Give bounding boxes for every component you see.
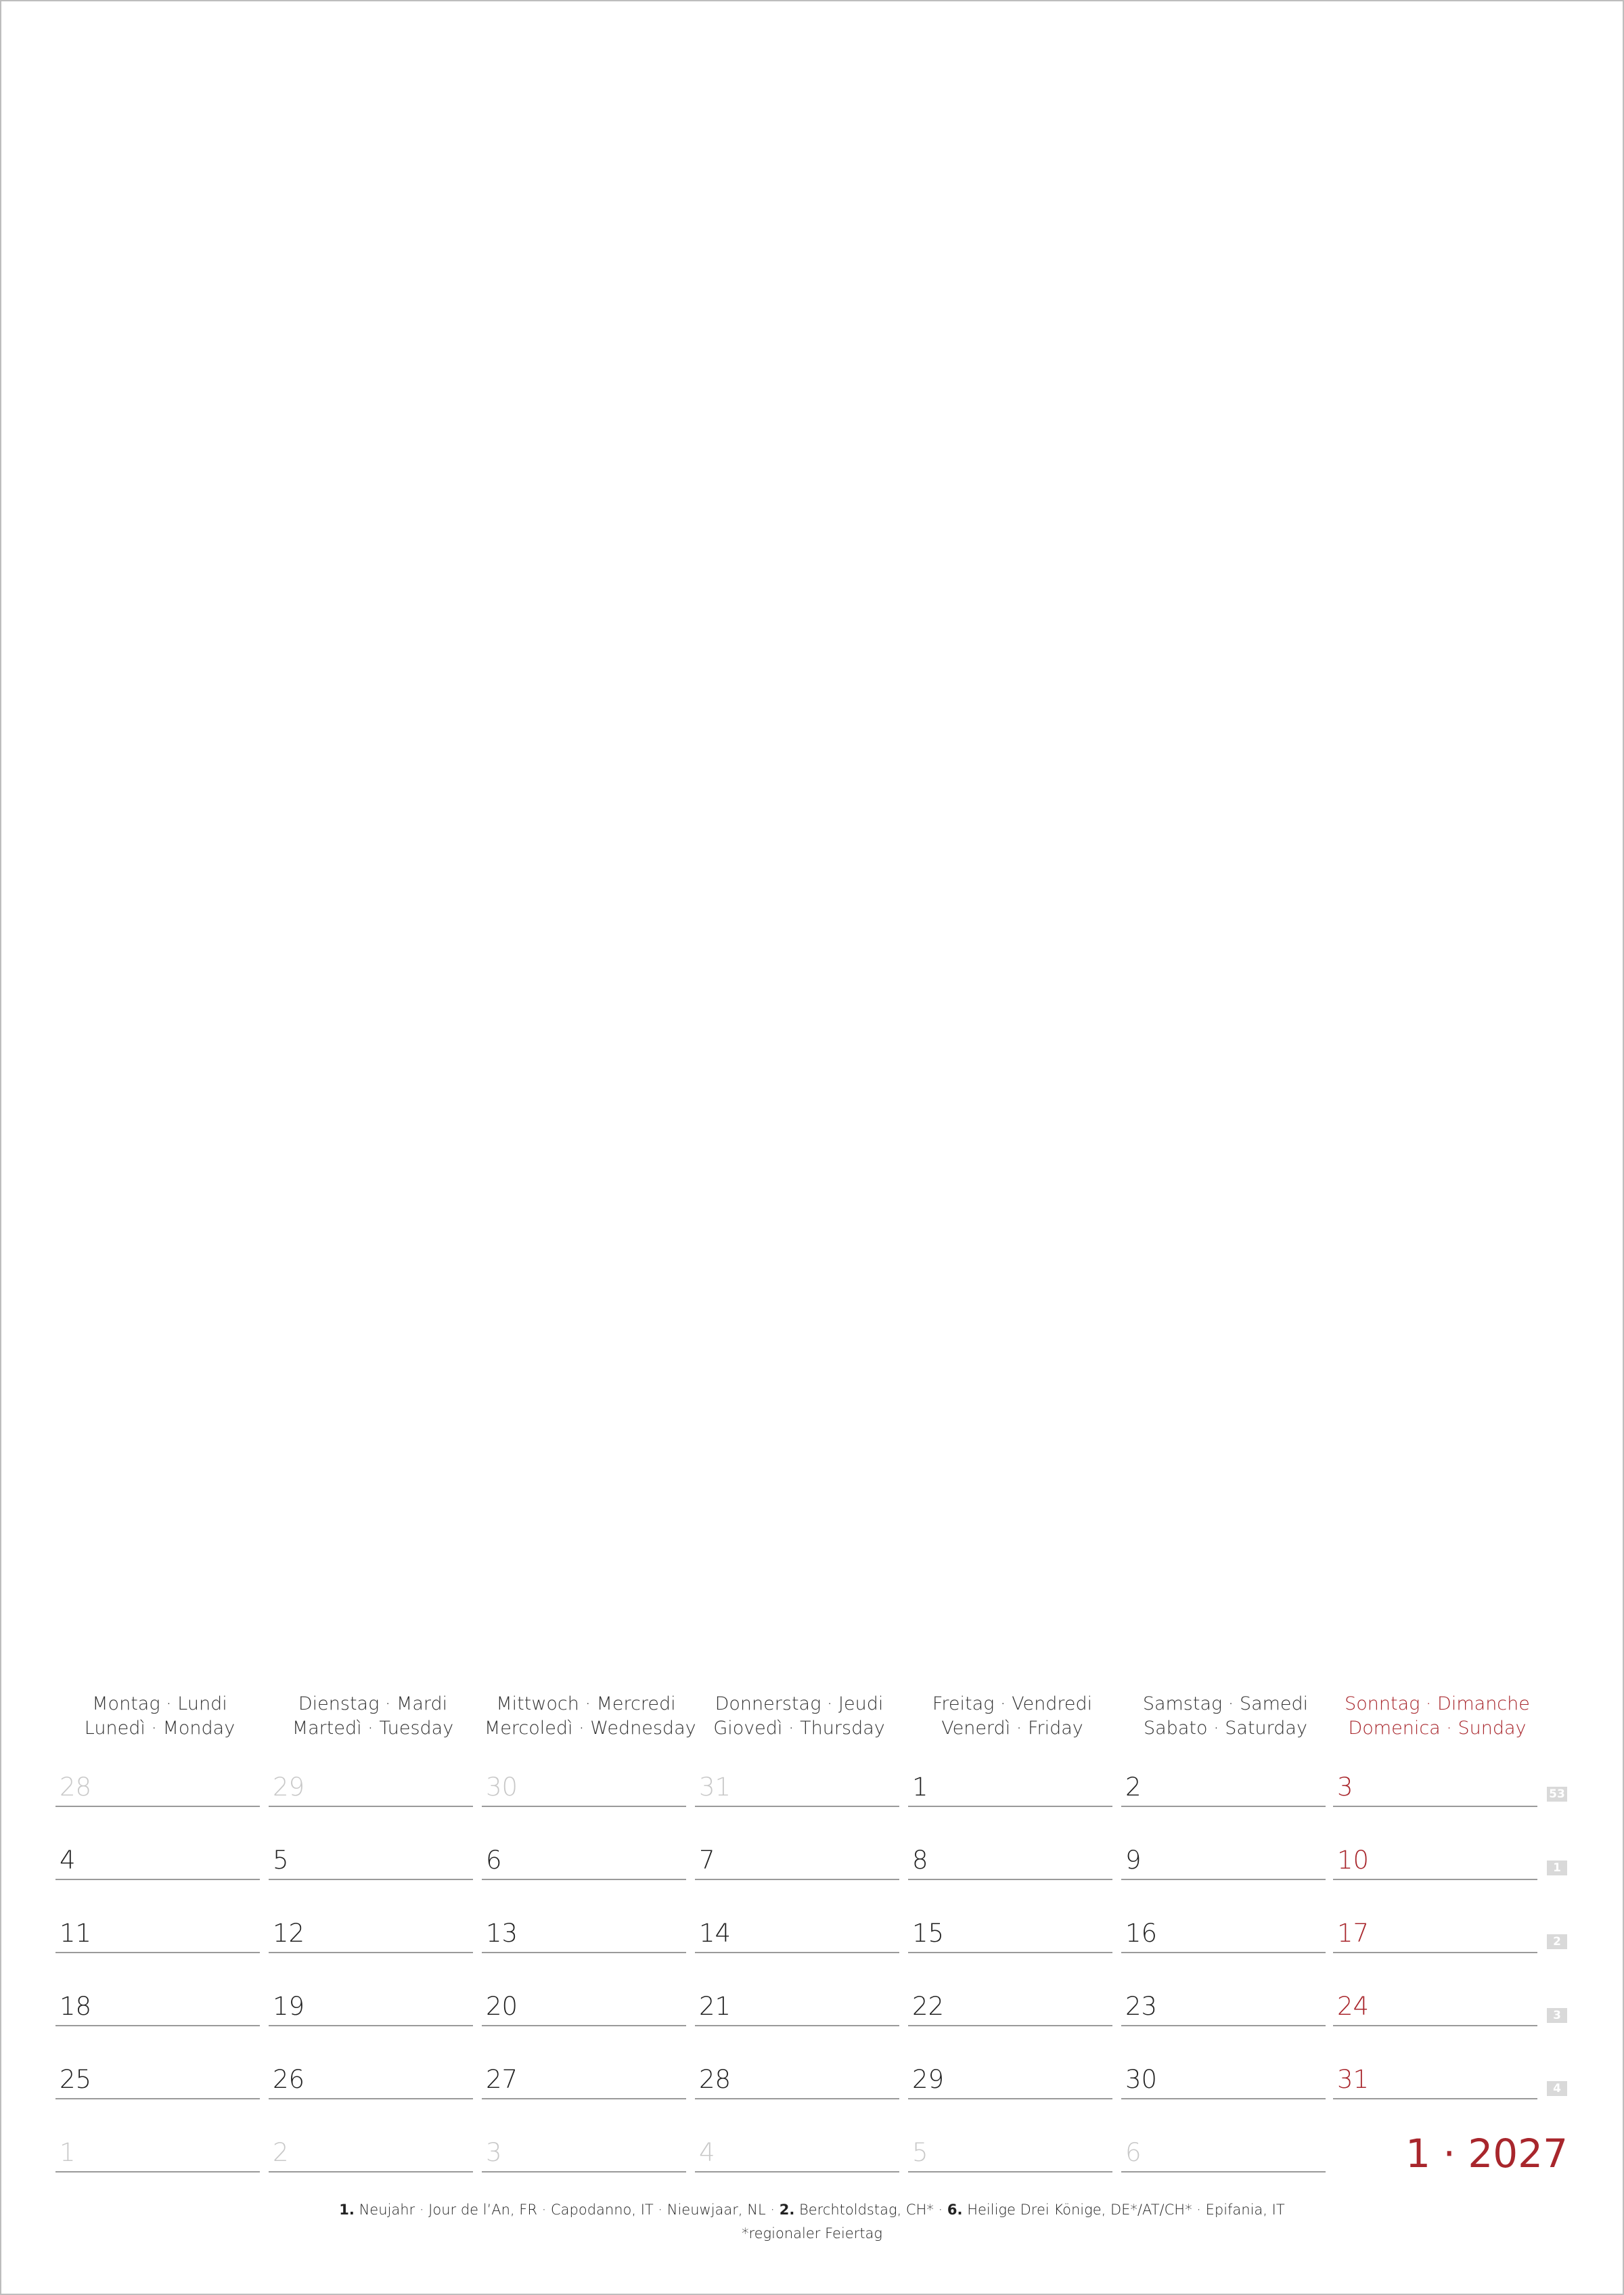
day-cell xyxy=(695,1984,899,2026)
weekday-header-line1: Donnerstag · Jeudi xyxy=(715,1693,884,1714)
day-cell xyxy=(695,1765,899,1807)
weekday-header xyxy=(271,1692,474,1741)
month-label: 1 · 2027 xyxy=(1405,2131,1568,2177)
week-number-badge: 4 xyxy=(1547,2081,1567,2096)
day-number: 12 xyxy=(273,1919,305,1948)
holiday-date-2: 2. xyxy=(779,2202,795,2218)
weekday-header-line1: Dienstag · Mardi xyxy=(298,1693,448,1714)
weekday-header xyxy=(1124,1692,1327,1741)
day-number: 29 xyxy=(912,2065,945,2094)
day-cell xyxy=(1333,1838,1537,1880)
weekday-header xyxy=(58,1692,261,1741)
day-cell xyxy=(269,1911,473,1953)
day-cell xyxy=(695,2057,899,2099)
weekday-header-line1: Samstag · Samedi xyxy=(1142,1693,1309,1714)
day-number: 16 xyxy=(1125,1919,1158,1948)
day-number: 14 xyxy=(699,1919,731,1948)
day-number: 27 xyxy=(486,2065,518,2094)
weekday-header xyxy=(698,1692,901,1741)
day-cell xyxy=(1121,1984,1326,2026)
day-cell xyxy=(1121,2131,1326,2173)
weekday-header-line2: Venerdì · Friday xyxy=(941,1718,1083,1739)
day-number: 5 xyxy=(912,2138,928,2167)
day-cell xyxy=(269,1838,473,1880)
day-cell xyxy=(55,1984,260,2026)
holiday-text-1: Neujahr · Jour de l’An, FR · Capodanno, IT · Nieuwjaar, NL · xyxy=(354,2202,780,2218)
week-number-badge: 1 xyxy=(1547,1860,1567,1875)
day-number: 29 xyxy=(273,1773,305,1802)
day-cell xyxy=(1121,2057,1326,2099)
weekday-header-line2: Giovedì · Thursday xyxy=(713,1718,885,1739)
day-cell xyxy=(1121,1838,1326,1880)
day-cell xyxy=(482,1765,686,1807)
day-number: 22 xyxy=(912,1992,945,2021)
day-number: 31 xyxy=(1337,2065,1370,2094)
holiday-date-3: 6. xyxy=(947,2202,963,2218)
day-number: 19 xyxy=(273,1992,305,2021)
week-number-badge: 2 xyxy=(1547,1934,1567,1949)
weekday-header-line2: Lunedì · Monday xyxy=(84,1718,235,1739)
day-number: 25 xyxy=(60,2065,92,2094)
day-cell xyxy=(269,2131,473,2173)
day-cell xyxy=(482,1838,686,1880)
day-cell xyxy=(55,2131,260,2173)
holiday-list xyxy=(0,2198,1624,2221)
day-cell xyxy=(695,1911,899,1953)
day-number: 5 xyxy=(273,1846,289,1875)
day-cell xyxy=(482,1984,686,2026)
day-number: 18 xyxy=(60,1992,92,2021)
weekday-header-line2: Martedì · Tuesday xyxy=(292,1718,454,1739)
day-number: 28 xyxy=(60,1773,92,1802)
day-number: 30 xyxy=(1125,2065,1158,2094)
day-number: 10 xyxy=(1337,1846,1370,1875)
day-cell xyxy=(908,2057,1112,2099)
day-cell xyxy=(908,1984,1112,2026)
day-cell xyxy=(55,2057,260,2099)
day-cell xyxy=(482,1911,686,1953)
day-number: 30 xyxy=(486,1773,518,1802)
day-cell xyxy=(908,1911,1112,1953)
day-number: 15 xyxy=(912,1919,945,1948)
weekday-header-line1: Montag · Lundi xyxy=(92,1693,227,1714)
day-cell xyxy=(695,2131,899,2173)
day-cell xyxy=(55,1911,260,1953)
day-number: 23 xyxy=(1125,1992,1158,2021)
day-cell xyxy=(1333,1911,1537,1953)
day-number: 2 xyxy=(1125,1773,1142,1802)
weekday-header-line1: Freitag · Vendredi xyxy=(932,1693,1093,1714)
day-number: 1 xyxy=(60,2138,76,2167)
week-number-badge: 3 xyxy=(1547,2008,1567,2023)
day-number: 21 xyxy=(699,1992,731,2021)
regional-holiday-note: *regionaler Feiertag xyxy=(741,2225,883,2242)
holiday-text-2: Berchtoldstag, CH* · xyxy=(794,2202,947,2218)
weekday-header-line2: Domenica · Sunday xyxy=(1348,1718,1527,1739)
day-cell xyxy=(482,2131,686,2173)
weekday-header-line1: Mittwoch · Mercredi xyxy=(496,1693,676,1714)
day-number: 20 xyxy=(486,1992,518,2021)
day-number: 9 xyxy=(1125,1846,1142,1875)
day-number: 6 xyxy=(486,1846,502,1875)
day-cell xyxy=(269,1984,473,2026)
day-cell xyxy=(908,1838,1112,1880)
weekday-header xyxy=(484,1692,696,1741)
weekday-header-line2: Mercoledì · Wednesday xyxy=(484,1718,696,1739)
day-cell xyxy=(55,1765,260,1807)
weekday-header-line2: Sabato · Saturday xyxy=(1144,1718,1307,1739)
day-number: 4 xyxy=(60,1846,76,1875)
day-cell xyxy=(1121,1911,1326,1953)
day-number: 8 xyxy=(912,1846,928,1875)
day-number: 3 xyxy=(1337,1773,1353,1802)
week-number-badge: 53 xyxy=(1547,1787,1567,1802)
day-cell xyxy=(269,1765,473,1807)
day-number: 13 xyxy=(486,1919,518,1948)
day-number: 4 xyxy=(699,2138,715,2167)
photo-area xyxy=(1,1,1623,1666)
day-number: 11 xyxy=(60,1919,92,1948)
holiday-text-3: Heilige Drei Könige, DE*/AT/CH* · Epifania, IT xyxy=(962,2202,1285,2218)
day-cell xyxy=(482,2057,686,2099)
day-cell xyxy=(1333,1984,1537,2026)
weekday-header xyxy=(1336,1692,1539,1741)
day-number: 24 xyxy=(1337,1992,1370,2021)
weekday-header xyxy=(911,1692,1114,1741)
day-cell xyxy=(1333,2057,1537,2099)
weekday-header-line1: Sonntag · Dimanche xyxy=(1345,1693,1530,1714)
day-cell xyxy=(1333,1765,1537,1807)
day-cell xyxy=(695,1838,899,1880)
day-number: 2 xyxy=(273,2138,289,2167)
day-number: 26 xyxy=(273,2065,305,2094)
day-cell xyxy=(1121,1765,1326,1807)
day-number: 31 xyxy=(699,1773,731,1802)
day-number: 3 xyxy=(486,2138,502,2167)
day-cell xyxy=(908,2131,1112,2173)
day-cell xyxy=(55,1838,260,1880)
day-number: 28 xyxy=(699,2065,731,2094)
day-cell xyxy=(269,2057,473,2099)
day-number: 7 xyxy=(699,1846,715,1875)
holiday-date-1: 1. xyxy=(339,2202,355,2218)
day-number: 1 xyxy=(912,1773,928,1802)
day-number: 17 xyxy=(1337,1919,1370,1948)
day-number: 6 xyxy=(1125,2138,1142,2167)
day-cell xyxy=(908,1765,1112,1807)
